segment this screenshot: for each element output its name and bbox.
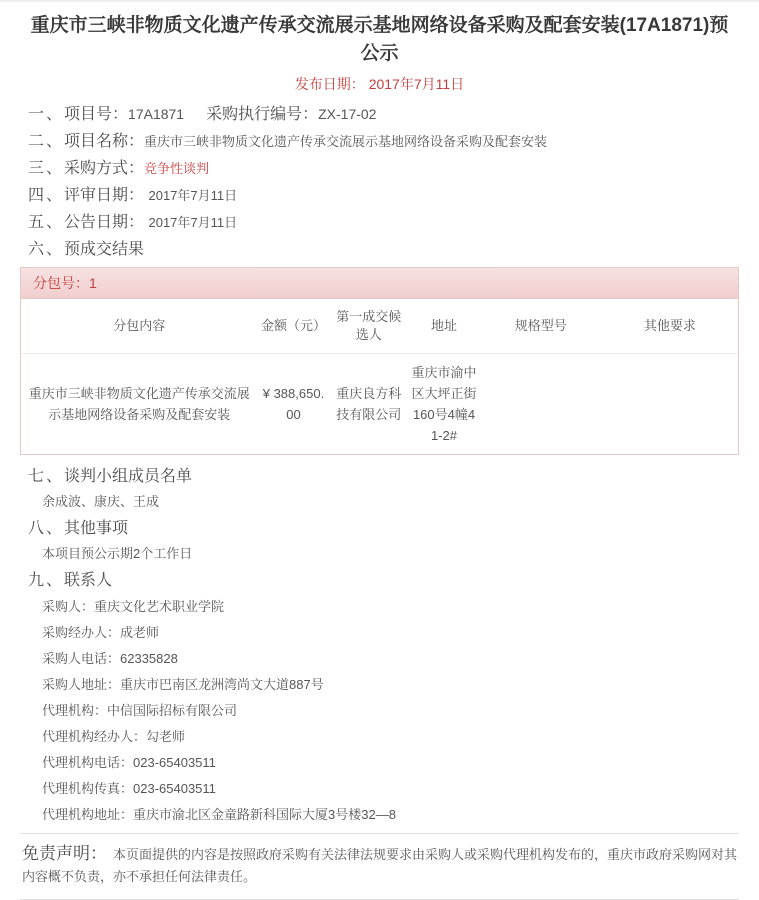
pre-award-result-label: 预成交结果 xyxy=(64,241,145,258)
cell-spec-model xyxy=(480,354,602,455)
contact-value: 勾老师 xyxy=(146,729,186,744)
project-number-label: 项目号： xyxy=(64,106,129,123)
contacts-label: 联系人 xyxy=(64,572,113,589)
contact-label: 代理机构传真： xyxy=(42,781,134,796)
package-number-bar: 分包号：1 xyxy=(21,268,738,299)
project-name-label: 项目名称： xyxy=(64,133,145,150)
section-number: 三、 xyxy=(28,160,65,177)
other-matters-label: 其他事项 xyxy=(64,520,129,537)
contact-label: 代理机构电话： xyxy=(42,755,134,770)
header-package-content: 分包内容 xyxy=(113,318,166,333)
publish-date-label: 发布日期： xyxy=(294,76,365,92)
procurement-method-value: 竞争性谈判 xyxy=(144,161,210,176)
section-contacts xyxy=(28,571,739,591)
disclaimer-label: 免责声明： xyxy=(22,844,107,863)
section-procurement-method xyxy=(28,159,739,179)
result-table-container xyxy=(20,267,739,455)
review-date-value: 2017年7月11日 xyxy=(148,188,238,203)
contact-label: 采购人地址： xyxy=(42,677,121,692)
section-project-name xyxy=(28,132,739,152)
contact-purchaser-phone xyxy=(42,650,739,667)
contact-value: 重庆市巴南区龙洲湾尚文大道887号 xyxy=(120,677,324,692)
section-number: 二、 xyxy=(28,133,65,150)
cell-amount: ¥ 388,650.00 xyxy=(258,354,330,455)
negotiation-panel-members: 余成波、康庆、王成 xyxy=(42,494,160,509)
publish-date xyxy=(20,74,739,94)
contact-purchaser xyxy=(42,598,739,615)
contact-label: 采购人： xyxy=(42,599,95,614)
announce-date-value: 2017年7月11日 xyxy=(148,215,238,230)
contact-agency-phone xyxy=(42,754,739,771)
table-header-row xyxy=(21,299,738,354)
review-date-label: 评审日期： xyxy=(64,187,145,204)
contact-purchaser-agent-person xyxy=(42,624,739,641)
section-other-matters xyxy=(28,519,739,539)
contact-label: 采购人电话： xyxy=(42,651,121,666)
contact-value: 62335828 xyxy=(120,651,178,666)
section-number: 五、 xyxy=(28,214,65,231)
section-review-date xyxy=(28,186,739,206)
section-number: 九、 xyxy=(28,572,65,589)
section-number: 一、 xyxy=(28,106,65,123)
results-table xyxy=(21,299,738,454)
header-other-requirements: 其他要求 xyxy=(643,318,696,333)
purchase-exec-number-label: 采购执行编号： xyxy=(206,106,319,123)
contact-label: 代理机构经办人： xyxy=(42,729,147,744)
header-spec-model: 规格型号 xyxy=(514,318,567,333)
section-announce-date xyxy=(28,213,739,233)
header-amount: 金额（元） xyxy=(260,318,326,333)
contact-purchaser-address xyxy=(42,676,739,693)
contact-value: 中信国际招标有限公司 xyxy=(107,703,238,718)
contact-label: 采购经办人： xyxy=(42,625,121,640)
negotiation-panel-label: 谈判小组成员名单 xyxy=(64,468,193,485)
contact-value: 重庆文化艺术职业学院 xyxy=(94,599,225,614)
publish-date-value: 2017年7月11日 xyxy=(368,76,465,92)
section-number: 七、 xyxy=(28,468,65,485)
section-pre-award-result xyxy=(28,240,739,260)
header-first-candidate: 第一成交候选人 xyxy=(336,309,402,342)
disclaimer xyxy=(20,833,739,900)
section-number: 八、 xyxy=(28,520,65,537)
contact-value: 重庆市渝北区金童路新科国际大厦3号楼32—8 xyxy=(133,807,396,822)
cell-package-content: 重庆市三峡非物质文化遗产传承交流展示基地网络设备采购及配套安装 xyxy=(21,354,258,455)
announce-date-label: 公告日期： xyxy=(64,214,145,231)
procurement-method-label: 采购方式： xyxy=(64,160,145,177)
page-title: 重庆市三峡非物质文化遗产传承交流展示基地网络设备采购及配套安装(17A1871)预公示 xyxy=(30,15,729,64)
section-project-number xyxy=(28,104,739,125)
header-address: 地址 xyxy=(431,318,458,333)
contact-agency-address xyxy=(42,806,739,823)
contact-value: 023-65403511 xyxy=(133,755,216,770)
cell-address: 重庆市渝中区大坪正街160号4幢41-2# xyxy=(408,354,480,455)
contact-value: 成老师 xyxy=(120,625,160,640)
other-matters-content: 本项目预公示期2个工作日 xyxy=(42,546,193,561)
purchase-exec-number-value: ZX-17-02 xyxy=(318,106,377,122)
section-negotiation-panel xyxy=(28,467,739,487)
contact-label: 代理机构地址： xyxy=(42,807,134,822)
contact-agency-person xyxy=(42,728,739,745)
table-row xyxy=(21,354,738,455)
contact-agency-fax xyxy=(42,780,739,797)
project-name-value: 重庆市三峡非物质文化遗产传承交流展示基地网络设备采购及配套安装 xyxy=(144,134,548,149)
section-number: 六、 xyxy=(28,241,65,258)
project-number-value: 17A1871 xyxy=(128,106,185,122)
cell-first-candidate: 重庆良方科技有限公司 xyxy=(329,354,408,455)
cell-other-requirements xyxy=(602,354,738,455)
disclaimer-text: 本页面提供的内容是按照政府采购有关法律法规要求由采购人或采购代理机构发布的，重庆市政府采购网对其内容概不负责，亦不承担任何法律责任。 xyxy=(22,847,738,884)
contact-label: 代理机构： xyxy=(42,703,108,718)
contact-agency xyxy=(42,702,739,719)
contact-value: 023-65403511 xyxy=(133,781,216,796)
section-number: 四、 xyxy=(28,187,65,204)
